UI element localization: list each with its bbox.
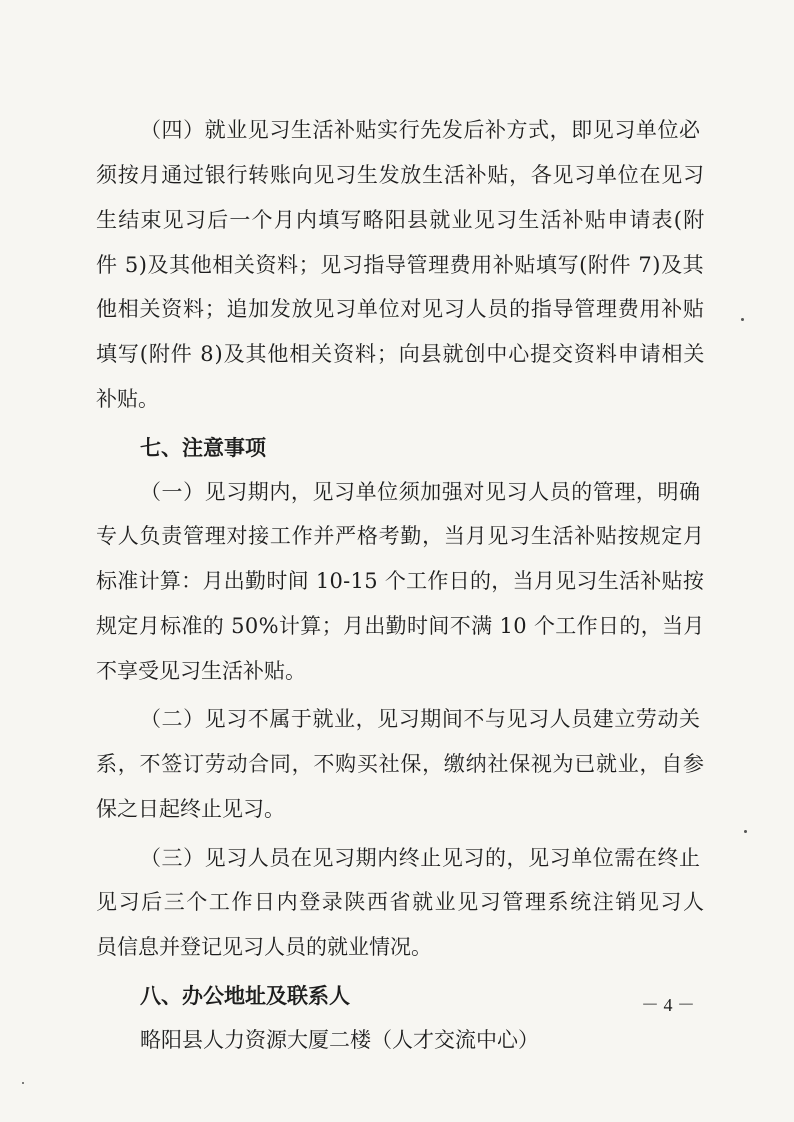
paragraph-line: 他相关资料；追加发放见习单位对见习人员的指导管理费用补贴 xyxy=(96,297,705,321)
paragraph-line: 保之日起终止见习。 xyxy=(96,797,285,821)
paragraph-line: 填写(附件 8)及其他相关资料；向县就创中心提交资料申请相关 xyxy=(96,342,706,366)
paragraph-line: 件 5)及其他相关资料；见习指导管理费用补贴填写(附件 7)及其 xyxy=(96,253,705,277)
paragraph-line: 补贴。 xyxy=(96,387,159,411)
paragraph-line: 须按月通过银行转账向见习生发放生活补贴，各见习单位在见习 xyxy=(96,163,705,187)
page-number: － 4 － xyxy=(641,995,695,1015)
section-heading: 八、办公地址及联系人 xyxy=(140,984,350,1008)
paragraph-line: 见习后三个工作日内登录陕西省就业见习管理系统注销见习人 xyxy=(96,890,706,914)
section-heading: 七、注意事项 xyxy=(140,436,266,460)
paragraph-line: 标准计算：月出勤时间 10-15 个工作日的，当月见习生活补贴按 xyxy=(96,569,705,593)
paragraph-line: 员信息并登记见习人员的就业情况。 xyxy=(96,935,432,959)
paragraph-line: 不享受见习生活补贴。 xyxy=(96,659,306,683)
scan-speck xyxy=(744,830,747,833)
scan-speck xyxy=(22,1082,24,1084)
paragraph-line: （四）就业见习生活补贴实行先发后补方式，即见习单位必 xyxy=(140,118,701,142)
paragraph-line: 系，不签订劳动合同，不购买社保，缴纳社保视为已就业，自参 xyxy=(96,752,705,776)
scan-speck xyxy=(741,318,744,321)
paragraph-line: 略阳县人力资源大厦二楼（人才交流中心） xyxy=(140,1028,539,1052)
paragraph-line: （二）见习不属于就业，见习期间不与见习人员建立劳动关 xyxy=(140,707,701,731)
paragraph-line: 专人负责管理对接工作并严格考勤，当月见习生活补贴按规定月 xyxy=(96,524,705,548)
paragraph-line: 生结束见习后一个月内填写略阳县就业见习生活补贴申请表(附 xyxy=(96,208,706,232)
paragraph-line: 规定月标准的 50%计算；月出勤时间不满 10 个工作日的，当月 xyxy=(96,614,705,638)
paragraph-line: （一）见习期内，见习单位须加强对见习人员的管理，明确 xyxy=(140,480,701,504)
paragraph-line: （三）见习人员在见习期内终止见习的，见习单位需在终止 xyxy=(140,846,701,870)
